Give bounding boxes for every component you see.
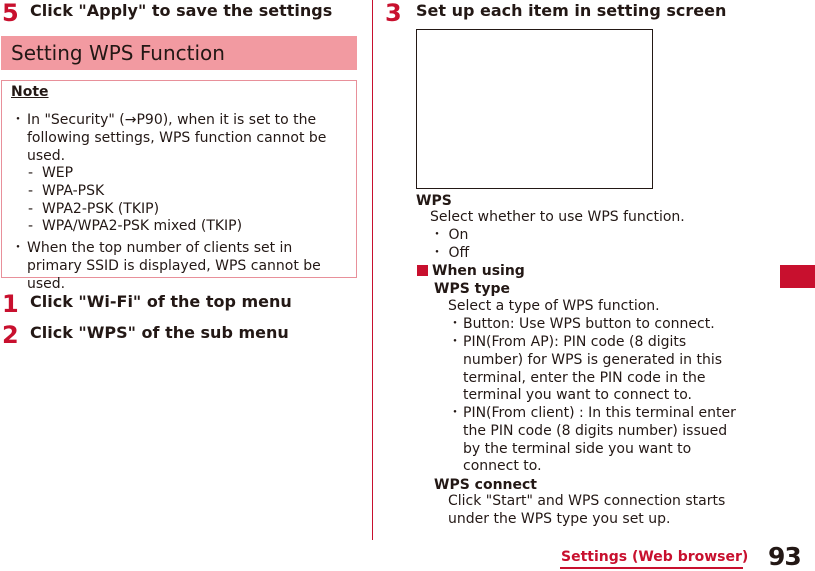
step-1-number: 1 (2, 290, 19, 318)
wps-connect-term: WPS connect (434, 477, 537, 493)
step-5-number: 5 (2, 0, 19, 27)
wps-type-bullet-dot: ・ (448, 316, 462, 332)
note-dash-item: - WEP (28, 165, 74, 181)
step-3-number: 3 (385, 0, 402, 27)
footer-underline (560, 567, 743, 569)
wps-type-desc: Select a type of WPS function. (448, 298, 660, 314)
wps-connect-desc: Click "Start" and WPS connection starts under the WPS type you set up. (448, 493, 726, 527)
footer-section-name: Settings (Web browser) (561, 549, 749, 565)
page-number: 93 (768, 542, 801, 571)
step-1-text: Click "Wi-Fi" of the top menu (30, 292, 292, 311)
wps-type-bullet-dot: ・ (448, 334, 462, 350)
note-bullet-1-dot: ・ (11, 112, 25, 128)
when-using-heading: When using (417, 262, 525, 280)
note-bullet-1: In "Security" (→P90), when it is set to the following settings, WPS function cannot be used. (27, 112, 327, 164)
wps-type-item-pin-client: PIN(From client) : In this terminal enter the PIN code (8 digits number) issued by the terminal side you want to connect to. (463, 405, 736, 475)
wps-type-item-button: Button: Use WPS button to connect. (463, 316, 715, 332)
wps-option-on: ・ On (430, 227, 469, 243)
wps-desc: Select whether to use WPS function. (430, 209, 685, 225)
column-divider (372, 0, 373, 540)
note-bullet-2-dot: ・ (11, 240, 25, 256)
note-dash-list (28, 165, 242, 236)
wps-option-off: ・ Off (430, 245, 470, 261)
note-label: Note (11, 84, 49, 100)
wps-type-item-pin-ap: PIN(From AP): PIN code (8 digits number) for WPS is generated in this terminal, enter the PIN code in the terminal you want to connect to. (463, 334, 723, 404)
note-dash-item: - WPA2-PSK (TKIP) (28, 200, 160, 217)
note-bullet-2: When the top number of clients set in primary SSID is displayed, WPS cannot be used. (27, 240, 321, 292)
chapter-tab (780, 265, 815, 288)
wps-term: WPS (416, 193, 452, 209)
step-3-text: Set up each item in setting screen (416, 1, 727, 20)
note-dash-item: - WPA-PSK (28, 182, 105, 199)
square-bullet-icon (417, 265, 428, 276)
wps-type-bullet-dot: ・ (448, 405, 462, 421)
note-dash-item: - WPA/WPA2-PSK mixed (TKIP) (28, 218, 243, 235)
setting-screen-image (416, 29, 653, 189)
step-2-text: Click "WPS" of the sub menu (30, 323, 289, 342)
section-title: Setting WPS Function (1, 36, 357, 70)
step-5-text: Click "Apply" to save the settings (30, 1, 333, 20)
step-2-number: 2 (2, 321, 19, 349)
wps-type-term: WPS type (434, 281, 510, 297)
